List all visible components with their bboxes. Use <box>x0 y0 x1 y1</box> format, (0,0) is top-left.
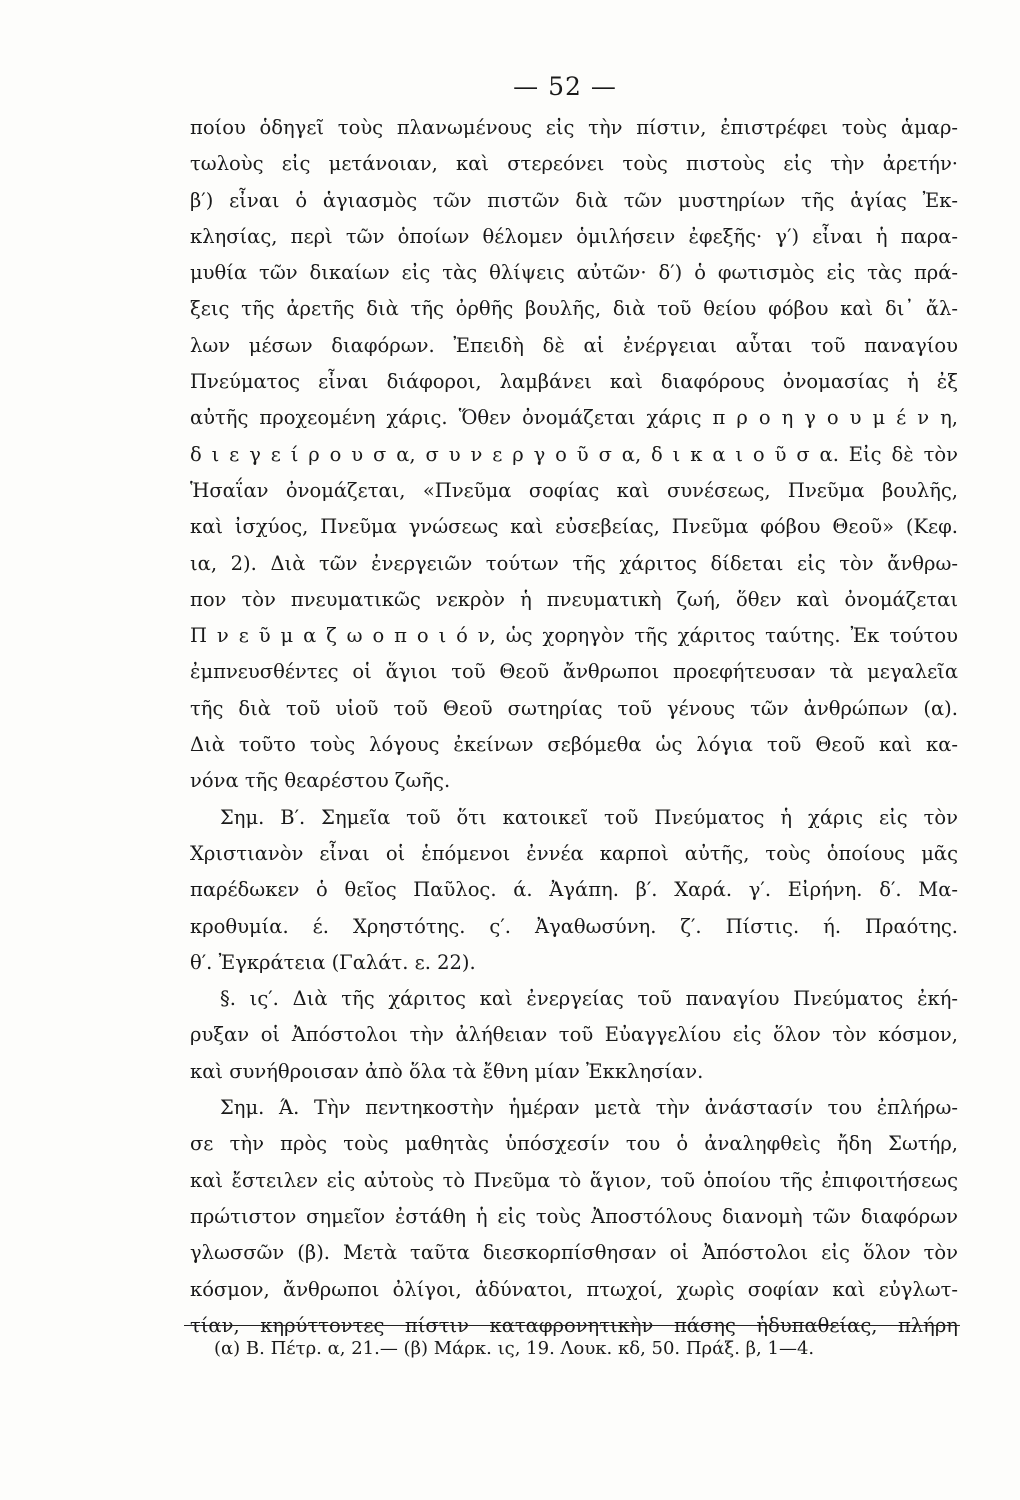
footnote: (α) Β. Πέτρ. α, 21.— (β) Μάρκ. ις, 19. Λουκ. κδ, 50. Πράξ. β, 1—4. <box>214 1338 815 1359</box>
text-line: νόνα τῆς θεαρέστου ζωῆς. <box>190 769 451 793</box>
text-line: καὶ συνήθροισαν ἀπὸ ὅλα τὰ ἔθνη μίαν Ἐκκλησίαν. <box>190 1059 704 1083</box>
text-line: κροθυμία. έ. Χρηστότης. ς′. Ἀγαθωσύνη. ζ′. Πίστις. ή. Πραότης. <box>190 914 958 938</box>
text-line: τῆς διὰ τοῦ υἱοῦ τοῦ Θεοῦ σωτηρίας τοῦ γένους τῶν ἀνθρώπων (α). <box>190 696 958 720</box>
text-line: καὶ ἔστειλεν εἰς αὐτοὺς τὸ Πνεῦμα τὸ ἅγιον, τοῦ ὁποίου τῆς ἐπιφοιτήσεως <box>190 1168 958 1192</box>
text-line: ποίου ὁδηγεῖ τοὺς πλανωμένους εἰς τὴν πίστιν, ἐπιστρέφει τοὺς ἁμαρ- <box>190 116 958 139</box>
text-line: θ′. Ἐγκράτεια (Γαλάτ. ε. 22). <box>190 950 476 974</box>
text-line: κλησίας, περὶ τῶν ὁποίων θέλομεν ὁμιλήσειν ἐφεξῆς· γ′) εἶναι ἡ παρα- <box>190 224 958 248</box>
text-line: τίαν, κηρύττοντες πίστιν καταφρονητικὴν πάσης ἡδυπαθείας, πλήρη <box>190 1313 958 1337</box>
text-line: §. ις′. Διὰ τῆς χάριτος καὶ ἐνεργείας τοῦ παναγίου Πνεύματος ἐκή- <box>220 987 958 1011</box>
text-line: λων μέσων διαφόρων. Ἐπειδὴ δὲ αἱ ἐνέργειαι αὗται τοῦ παναγίου <box>190 333 958 357</box>
text-line: Πνεύματος εἶναι διάφοροι, λαμβάνει καὶ διαφόρους ὀνομασίας ἡ ἐξ <box>190 370 958 394</box>
page-number: — 52 — <box>513 72 617 101</box>
text-line: Ἡσαΐαν ὀνομάζεται, «Πνεῦμα σοφίας καὶ συνέσεως, Πνεῦμα βουλῆς, <box>190 478 958 502</box>
text-line: κόσμον, ἄνθρωποι ὀλίγοι, ἀδύνατοι, πτωχοί, χωρὶς σοφίαν καὶ εὐγλωτ- <box>190 1277 958 1301</box>
text-line: Χριστιανὸν εἶναι οἱ ἑπόμενοι ἐννέα καρποὶ αὐτῆς, τοὺς ὁποίους μᾶς <box>190 841 958 865</box>
text-line: τωλοὺς εἰς μετάνοιαν, καὶ στερεόνει τοὺς πιστοὺς εἰς τὴν ἀρετήν· <box>190 152 958 176</box>
text-line: Σημ. Β′. Σημεῖα τοῦ ὅτι κατοικεῖ τοῦ Πνεύματος ἡ χάρις εἰς τὸν <box>220 805 958 829</box>
text-line: αὐτῆς προχεομένη χάρις. Ὅθεν ὀνομάζεται χάρις π ρ ο η γ ο υ μ έ ν η, <box>190 406 958 430</box>
text-line: σε τὴν πρὸς τοὺς μαθητὰς ὑπόσχεσίν του ὁ ἀναληφθεὶς ἤδη Σωτήρ, <box>190 1132 958 1156</box>
text-line: ρυξαν οἱ Ἀπόστολοι τὴν ἀλήθειαν τοῦ Εὐαγγελίου εἰς ὅλον τὸν κόσμον, <box>190 1023 958 1047</box>
text-line: ἐμπνευσθέντες οἱ ἅγιοι τοῦ Θεοῦ ἄνθρωποι προεφήτευσαν τὰ μεγαλεῖα <box>190 660 958 684</box>
text-line: παρέδωκεν ὁ θεῖος Παῦλος. ά. Ἀγάπη. β′. Χαρά. γ′. Εἰρήνη. δ′. Μα- <box>190 878 958 902</box>
text-line: μυθία τῶν δικαίων εἰς τὰς θλίψεις αὐτῶν· δ′) ὁ φωτισμὸς εἰς τὰς πρά- <box>190 261 958 285</box>
text-line: Π ν ε ῦ μ α ζ ω ο π ο ι ό ν, ὡς χορηγὸν τῆς χάριτος ταύτης. Ἐκ τούτου <box>190 624 958 648</box>
text-line: β′) εἶναι ὁ ἁγιασμὸς τῶν πιστῶν διὰ τῶν μυστηρίων τῆς ἁγίας Ἐκ- <box>190 188 958 212</box>
text-line: δ ι ε γ ε ί ρ ο υ σ α, σ υ ν ε ρ γ ο ῦ σ α, δ ι κ α ι ο ῦ σ α. Εἰς δὲ τὸν <box>190 442 958 466</box>
text-line: καὶ ἰσχύος, Πνεῦμα γνώσεως καὶ εὐσεβείας, Πνεῦμα φόβου Θεοῦ» (Κεφ. <box>190 515 958 539</box>
text-line: ια, 2). Διὰ τῶν ἐνεργειῶν τούτων τῆς χάριτος δίδεται εἰς τὸν ἄνθρω- <box>190 551 958 575</box>
text-line: πρώτιστον σημεῖον ἐστάθη ἡ εἰς τοὺς Ἀποστόλους διανομὴ τῶν διαφόρων <box>190 1204 958 1228</box>
text-line: πον τὸν πνευματικῶς νεκρὸν ἡ πνευματικὴ ζωή, ὅθεν καὶ ὀνομάζεται <box>190 587 958 611</box>
body-text <box>190 110 958 1344</box>
text-line: γλωσσῶν (β). Μετὰ ταῦτα διεσκορπίσθησαν οἱ Ἀπόστολοι εἰς ὅλον τὸν <box>190 1241 958 1265</box>
footnote-rule <box>184 1325 960 1326</box>
text-line: Διὰ τοῦτο τοὺς λόγους ἐκείνων σεβόμεθα ὡς λόγια τοῦ Θεοῦ καὶ κα- <box>190 733 958 757</box>
text-line: Σημ. Ά. Τὴν πεντηκοστὴν ἡμέραν μετὰ τὴν ἀνάστασίν του ἐπλήρω- <box>220 1096 958 1120</box>
text-line: ξεις τῆς ἀρετῆς διὰ τῆς ὀρθῆς βουλῆς, διὰ τοῦ θείου φόβου καὶ δι᾽ ἄλ- <box>190 297 958 321</box>
